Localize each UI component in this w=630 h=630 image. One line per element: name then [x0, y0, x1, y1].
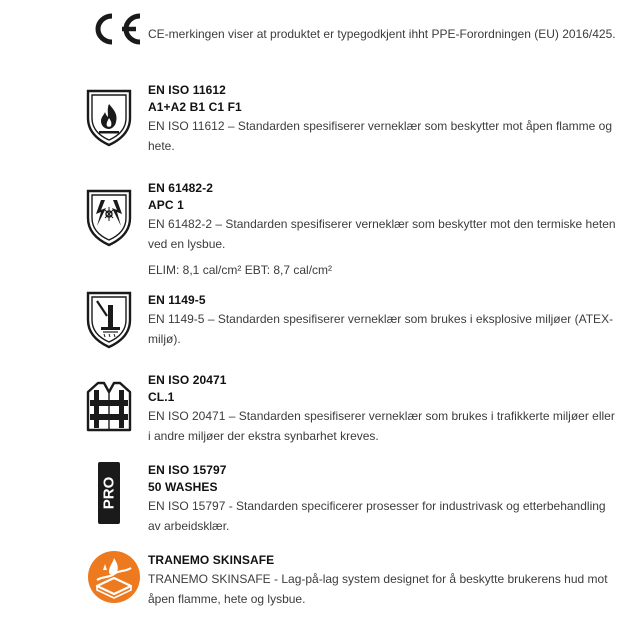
item-subtitle: CL.1: [148, 390, 175, 404]
electric-arc-shield-icon: [84, 188, 134, 248]
item-description: EN ISO 11612 – Standarden spesifiserer verneklær som beskytter mot åpen flamme og hete.: [148, 119, 612, 153]
pro-badge-icon: [98, 462, 120, 524]
item-description: TRANEMO SKINSAFE - Lag-på-lag system designet for å beskytte brukerens hud mot åpen flamme, hete og lysbue.: [148, 572, 608, 606]
pro-badge-text: PRO: [100, 476, 118, 510]
hi-vis-vest-icon: [84, 380, 134, 434]
flame-shield-icon: [84, 88, 134, 148]
item-title: EN 61482-2: [148, 181, 214, 195]
item-title: TRANEMO SKINSAFE: [148, 553, 275, 567]
item-subtitle: 50 WASHES: [148, 480, 218, 494]
tranemo-skinsafe-icon: [87, 550, 141, 604]
item-title: EN ISO 11612: [148, 83, 226, 97]
item-description: EN 1149-5 – Standarden spesifiserer verneklær som brukes i eksplosive miljøer (ATEX-miljø).: [148, 312, 614, 346]
arc-rating-values: ELIM: 8,1 cal/cm² EBT: 8,7 cal/cm²: [148, 263, 333, 277]
item-description: EN ISO 20471 – Standarden spesifiserer verneklær som brukes i trafikkerte miljøer eller i andre miljøer der ekstra synbarhet kreves.: [148, 409, 615, 443]
item-description: EN 61482-2 – Standarden spesifiserer verneklær som beskytter mot den termiske heten ved en lysbue.: [148, 217, 616, 251]
item-subtitle: A1+A2 B1 C1 F1: [148, 100, 242, 114]
item-description: EN ISO 15797 - Standarden specificerer prosesser for industrivask og etterbehandling av arbeidsklær.: [148, 499, 606, 533]
item-title: EN ISO 15797: [148, 463, 227, 477]
antistatic-shield-icon: [84, 290, 134, 350]
item-subtitle: APC 1: [148, 198, 184, 212]
item-title: EN 1149-5: [148, 293, 206, 307]
item-description: CE-merkingen viser at produktet er typegodkjent ihht PPE-Forordningen (EU) 2016/425.: [148, 27, 616, 41]
item-title: EN ISO 20471: [148, 373, 227, 387]
ce-mark-icon: [88, 12, 144, 46]
